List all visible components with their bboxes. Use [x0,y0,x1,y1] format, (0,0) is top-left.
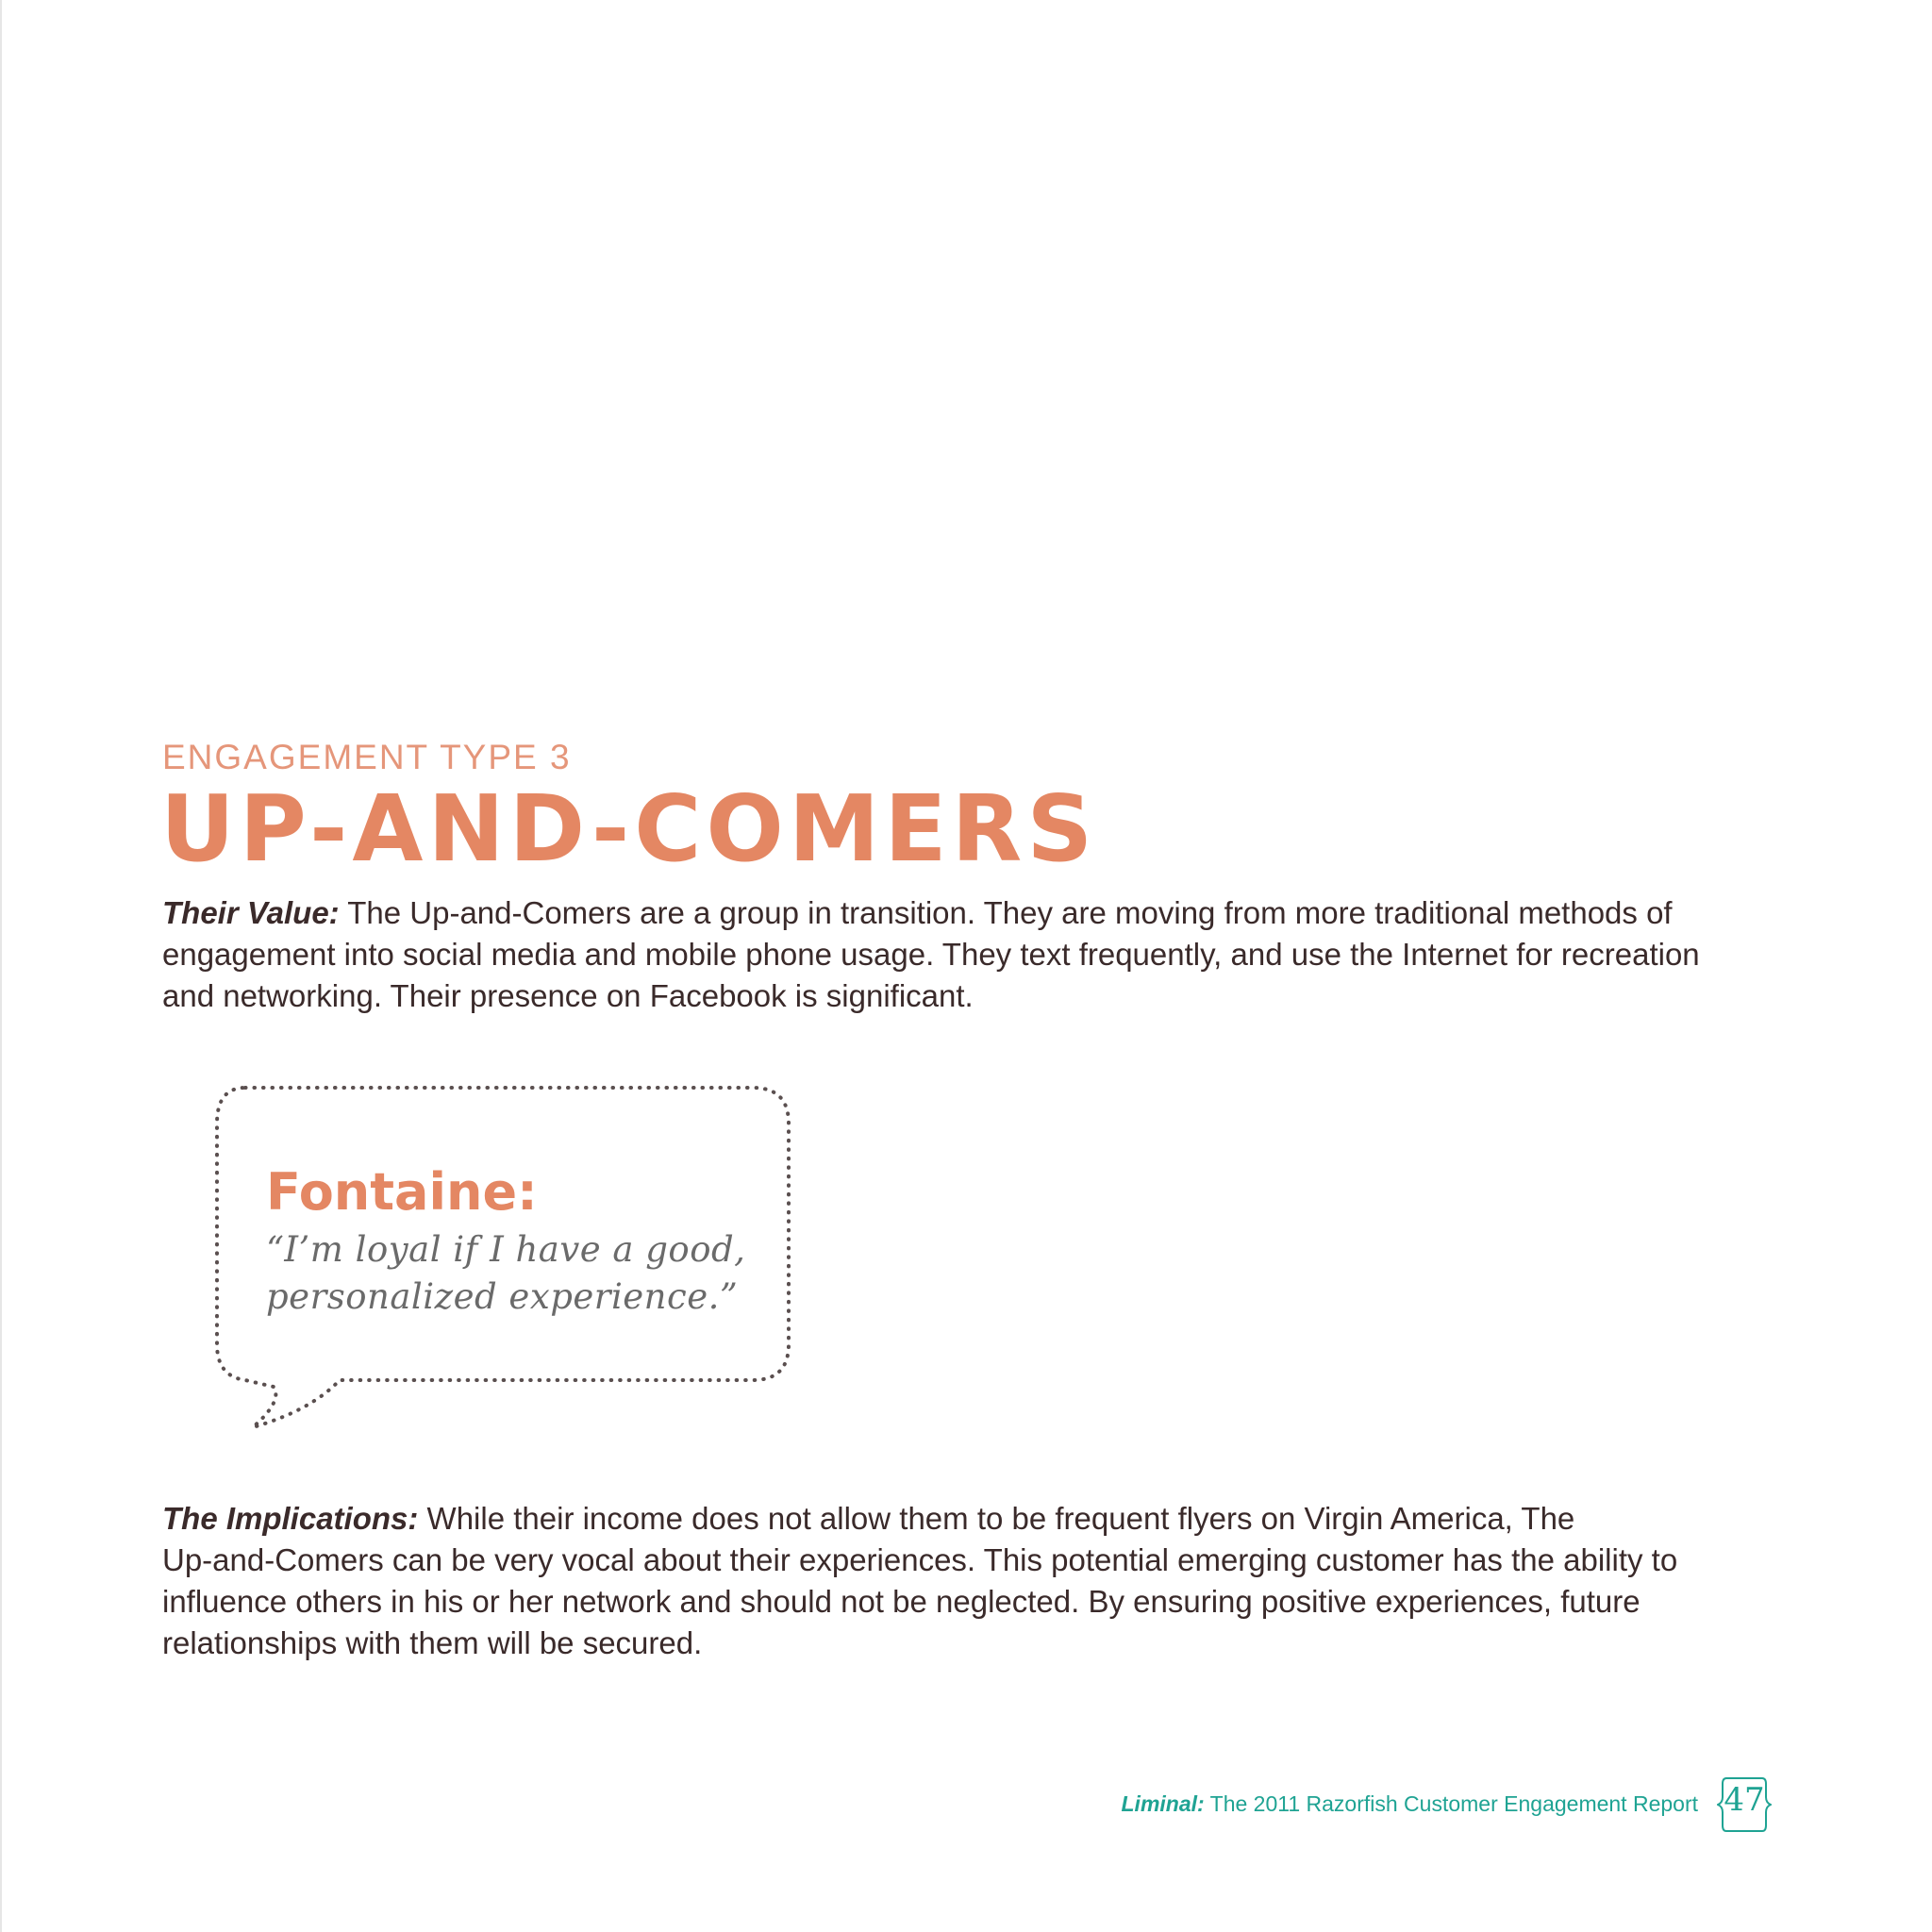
footer-report-line [1122,1793,1699,1815]
page-number: 47 [1724,1781,1765,1819]
quote-text [266,1226,745,1321]
value-text-3: and networking. Their presence on Facebook is significant. [162,978,974,1013]
implications-lead: The Implications: [162,1501,419,1536]
page-edge-rule [0,0,2,1932]
value-lead: Their Value: [162,895,340,930]
value-paragraph [162,892,1766,1017]
implications-text-3: influence others in his or her network and should not be neglected. By ensuring positive experiences, future [162,1584,1641,1619]
implications-text-1: While their income does not allow them to be frequent flyers on Virgin America, The [426,1501,1575,1536]
value-text-1: The Up-and-Comers are a group in transition. They are moving from more traditional methods of [347,895,1673,930]
implications-text-2: Up-and-Comers can be very vocal about their experiences. This potential emerging customer has the ability to [162,1542,1678,1577]
implications-paragraph [162,1498,1766,1664]
implications-line-1 [162,1498,1766,1540]
quote-line-1: “I’m loyal if I have a good, [266,1229,746,1270]
value-text-2: engagement into social media and mobile phone usage. They text frequently, and use the Internet for recreation [162,937,1700,972]
section-eyebrow: ENGAGEMENT TYPE 3 [162,738,572,776]
quote-line-2: personalized experience.” [266,1276,739,1317]
page-number-badge [1717,1774,1772,1835]
footer-report-title: The 2011 Razorfish Customer Engagement Report [1209,1791,1698,1816]
value-line-1 [162,892,1766,934]
quote-speaker-name: Fontaine: [266,1162,538,1222]
footer-brand: Liminal: [1121,1791,1205,1816]
page-title: UP-AND-COMERS [160,775,1098,882]
implications-text-4: relationships with them will be secured. [162,1625,703,1660]
